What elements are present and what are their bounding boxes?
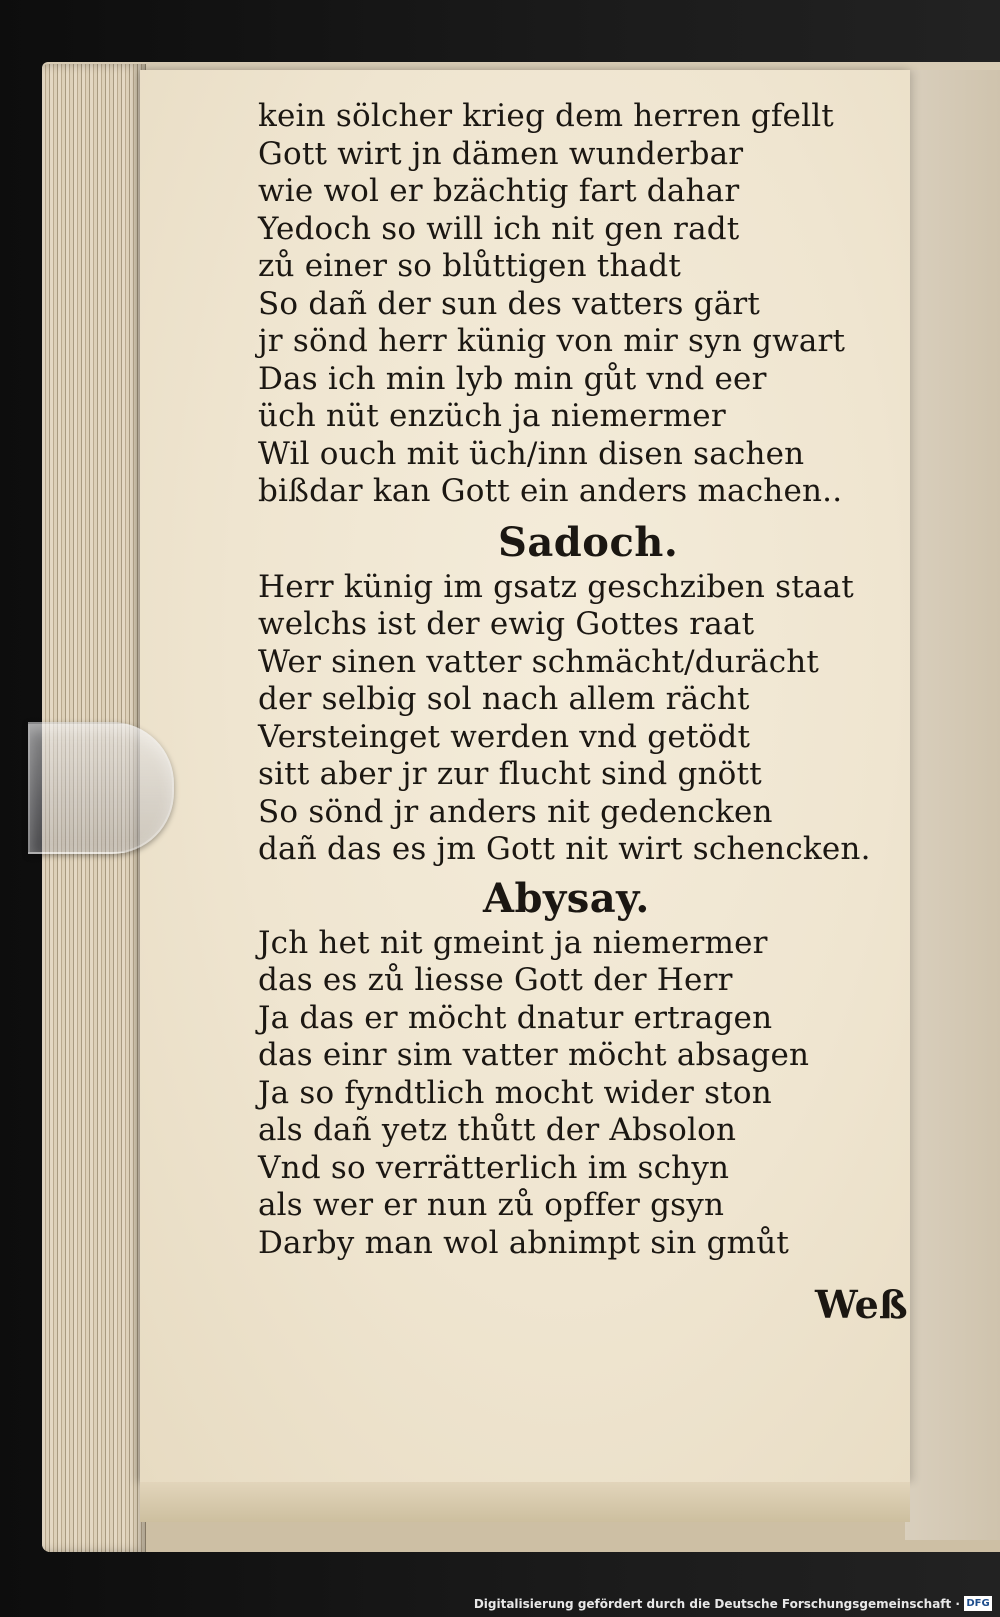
verse-line: kein sölcher krieg dem herren gfellt	[258, 98, 834, 134]
page-text	[258, 98, 898, 1262]
page-bottom-edge	[140, 1482, 910, 1522]
verse-line: Ja das er möcht dnatur ertragen	[258, 999, 773, 1036]
verse-line: So sönd jr anders nit gedencken	[258, 793, 773, 830]
verse-line: bißdar kan Gott ein anders machen..	[258, 473, 843, 509]
verse-line: als dañ yetz thůtt der Absolon	[258, 1112, 737, 1148]
speaker-heading: Abysay.	[483, 874, 650, 922]
verse-line: Yedoch so will ich nit gen radt	[258, 210, 740, 247]
verse-line: Das ich min lyb min gůt vnd eer	[258, 360, 767, 397]
verse-line: jr sönd herr künig von mir syn gwart	[258, 323, 846, 359]
verse-line: Vnd so verrätterlich im schyn	[258, 1149, 730, 1186]
verse-line: So dañ der sun des vatters gärt	[258, 285, 761, 322]
verse-line: Gott wirt jn dämen wunderbar	[258, 135, 744, 172]
verse-line: Jch het nit gmeint ja niemermer	[258, 924, 768, 961]
verse-line: als wer er nun zů opffer gsyn	[258, 1187, 725, 1223]
verse-line: welchs ist der ewig Gottes raat	[258, 606, 755, 642]
verse-line: wie wol er bzächtig fart dahar	[258, 173, 740, 209]
dfg-logo: DFG	[964, 1596, 992, 1611]
verse-line: üch nüt enzüch ja niemermer	[258, 398, 726, 434]
speaker-heading: Sadoch.	[498, 518, 679, 566]
opposite-page-edge	[905, 70, 1000, 1540]
verse-line: der selbig sol nach allem rächt	[258, 681, 750, 717]
verse-line: Wil ouch mit üch/inn disen sachen	[258, 435, 805, 472]
page-clip	[28, 722, 174, 854]
verse-line: zů einer so blůttigen thadt	[258, 248, 681, 284]
stanza	[258, 517, 898, 869]
verse-line: dañ das es jm Gott nit wirt schencken.	[258, 831, 871, 867]
verse-line: Ja so fyndtlich mocht wider ston	[258, 1074, 772, 1111]
verse-line: sitt aber jr zur flucht sind gnött	[258, 756, 762, 792]
verse-line: Wer sinen vatter schmächt/durächt	[258, 643, 820, 680]
verse-line: Darby man wol abnimpt sin gmůt	[258, 1224, 790, 1261]
verse-line: Herr künig im gsatz geschziben staat	[258, 568, 854, 605]
verse-line: das einr sim vatter möcht absagen	[258, 1037, 810, 1073]
stanza	[258, 873, 898, 1263]
verse-line: das es zů liesse Gott der Herr	[258, 962, 733, 998]
catchword: Weß	[815, 1282, 908, 1327]
verse-line: Versteinget werden vnd getödt	[258, 718, 751, 755]
digitization-credit: Digitalisierung gefördert durch die Deutsche Forschungsgemeinschaft ·	[473, 1597, 960, 1611]
stanza	[258, 98, 898, 511]
